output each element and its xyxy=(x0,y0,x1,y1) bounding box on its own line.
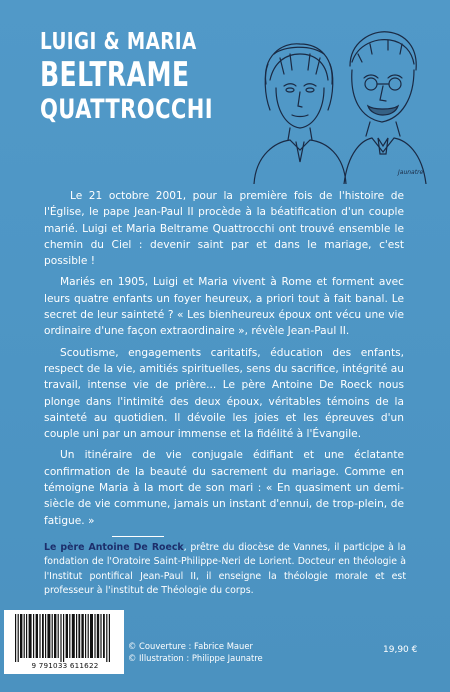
title-block xyxy=(40,28,240,126)
illustration-signature: Jaunatre xyxy=(398,169,424,176)
divider xyxy=(112,536,164,537)
barcode xyxy=(4,610,124,674)
illustration-credit: © Illustration : Philippe Jaunatre xyxy=(128,653,263,663)
summary-paragraph-1: Le 21 octobre 2001, pour la première fois de l'histoire de l'Église, le pape Jean-Paul II procède à la béatification d'un couple marié. Luigi et Maria Beltrame Quattrocchi ont trouvé ensemble le chemin du Ciel : devenir saint par et dans le mariage, c'est possible ! xyxy=(44,190,404,268)
title-line-3: QUATTROCCHI xyxy=(40,94,214,125)
credits xyxy=(128,640,263,664)
author-bio xyxy=(44,541,406,599)
isbn-number: 9 791033 611622 xyxy=(31,661,99,670)
author-name: Le père Antoine De Roeck xyxy=(44,542,184,553)
title-line-1: LUIGI & MARIA xyxy=(40,29,197,55)
price: 19,90 € xyxy=(383,645,418,655)
summary-text xyxy=(44,188,404,534)
barcode-icon xyxy=(9,614,119,662)
summary-paragraph-2: Mariés en 1905, Luigi et Maria vivent à Rome et forment avec leurs quatre enfants un foyer heureux, a priori tout à fait banal. Le secret de leur sainteté ? « Les bienheureux époux ont vécu une vie ordinaire d'une façon extraordinaire », révèle Jean-Paul II. xyxy=(44,276,404,338)
summary-paragraph-3: Scoutisme, engagements caritatifs, éducation des enfants, respect de la vie, amitiés spirituelles, sens du sacrifice, intégrité au travail, intense vie de prière... Le père Antoine De Roeck nous plonge dans l'intimité des deux époux, véritables témoins de la sainteté au quotidien. Il dévoile les joies et les épreuves d'un couple uni par un amour immense et la fidélité à l'Évangile. xyxy=(44,346,404,441)
cover-credit: © Couverture : Fabrice Mauer xyxy=(128,641,253,651)
summary-paragraph-4: Un itinéraire de vie conjugale édifiant et une éclatante confirmation de la beauté du sacrement du mariage. Comme en témoigne Maria à la mort de son mari : « En quasiment un demi-siècle de vie commune, jamais un instant d'ennui, de trop-plein, de fatigue. » xyxy=(44,449,404,527)
portrait-illustration-icon xyxy=(240,14,428,184)
title-line-2: BELTRAME xyxy=(40,55,190,95)
author-bio-text: , prêtre du diocèse de Vannes, il participe à la fondation de l'Oratoire Saint-Philippe-Neri de Lorient. Docteur en théologie à l'Institut pontifical Jean-Paul II, il enseigne la théologie morale et est professeur à l'institut de Théologie du corps. xyxy=(44,542,406,597)
